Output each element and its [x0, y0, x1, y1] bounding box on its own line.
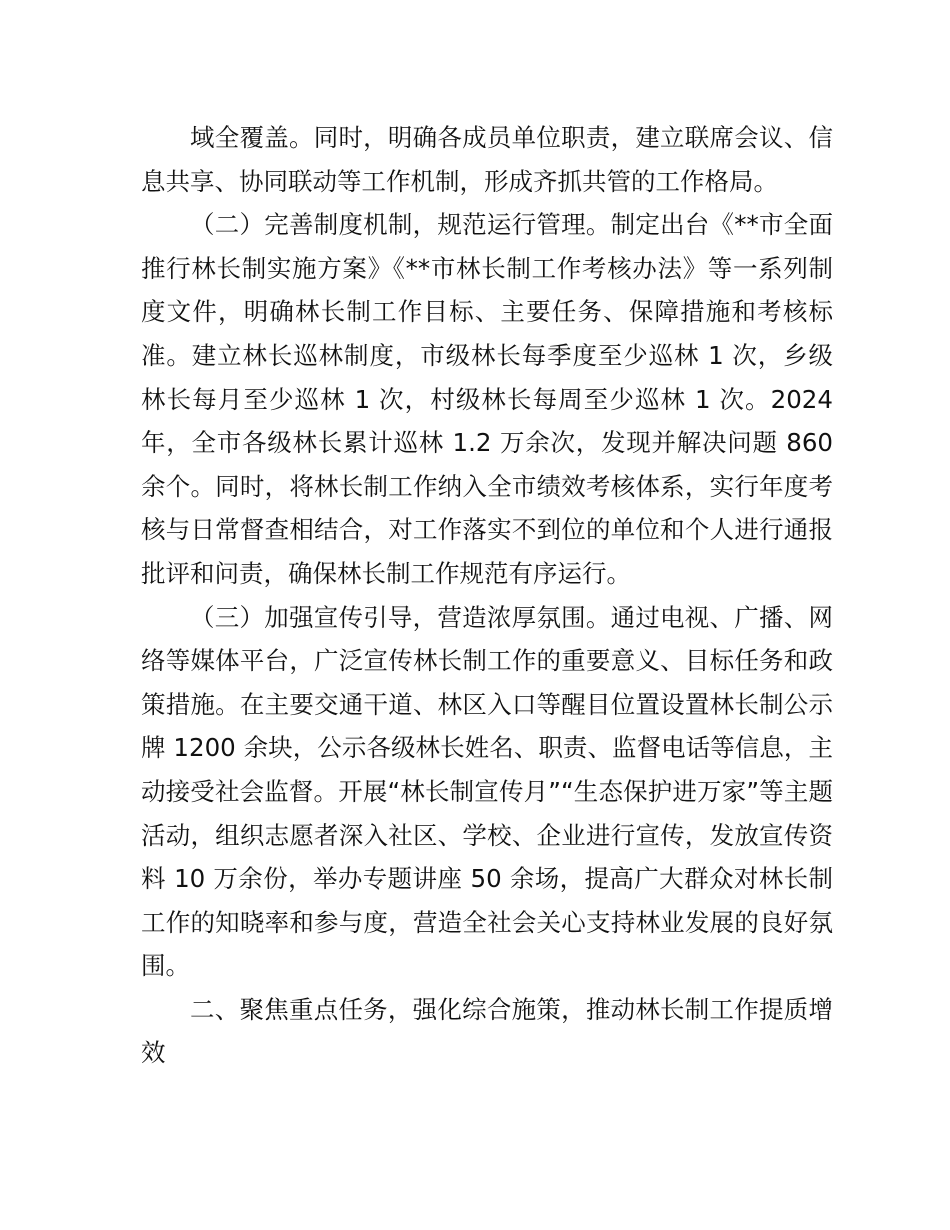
body-text — [141, 116, 833, 1075]
paragraph-continuation: 域全覆盖。同时，明确各成员单位职责，建立联席会议、信息共享、协同联动等工作机制，形成齐抓共管的工作格局。 — [141, 123, 833, 196]
paragraph-institution-mechanism: （二）完善制度机制，规范运行管理。制定出台《**市全面推行林长制实施方案》《**市林长制工作考核办法》等一系列制度文件，明确林长制工作目标、主要任务、保障措施和考核标准。建立林长巡林制度，市级林长每季度至少巡林 1 次，乡级林长每月至少巡林 1 次，村级林长每周至少巡林 1 次。2024 年，全市各级林长累计巡林 1.2 万余次，发现并解决问题 860 余个。同时，将林长制工作纳入全市绩效考核体系，实行年度考核与日常督查相结合，对工作落实不到位的单位和个人进行通报批评和问责，确保林长制工作规范有序运行。 — [141, 210, 833, 588]
paragraph-publicity-guidance: （三）加强宣传引导，营造浓厚氛围。通过电视、广播、网络等媒体平台，广泛宣传林长制工作的重要意义、目标任务和政策措施。在主要交通干道、林区入口等醒目位置设置林长制公示牌 1200 余块，公示各级林长姓名、职责、监督电话等信息，主动接受社会监督。开展“林长制宣传月”“生态保护进万家”等主题活动，组织志愿者深入社区、学校、企业进行宣传，发放宣传资料 10 万余份，举办专题讲座 50 余场，提高广大群众对林长制工作的知晓率和参与度，营造全社会关心支持林业发展的良好氛围。 — [141, 602, 833, 981]
section-heading-key-tasks: 二、聚焦重点任务，强化综合施策，推动林长制工作提质增效 — [141, 994, 833, 1068]
